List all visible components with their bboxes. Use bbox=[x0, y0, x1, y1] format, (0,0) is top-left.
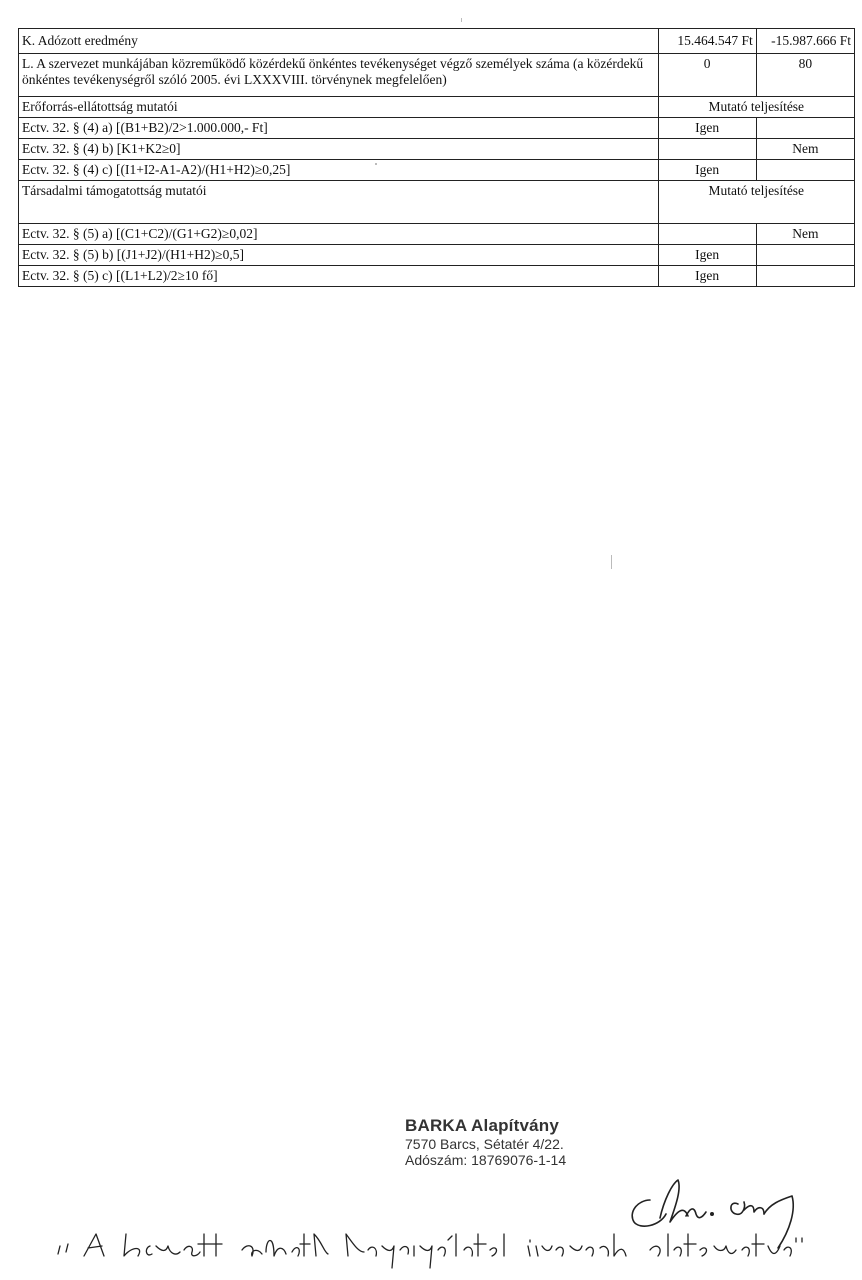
scan-speck bbox=[375, 163, 377, 165]
table-row-volunteers bbox=[19, 54, 855, 97]
table-row-social-section bbox=[19, 181, 855, 224]
value-prior-year: 15.464.547 Ft bbox=[658, 29, 756, 54]
value-no bbox=[756, 266, 854, 287]
row-label: Ectv. 32. § (4) b) [K1+K2≥0] bbox=[19, 139, 659, 160]
value-no: Nem bbox=[756, 139, 854, 160]
scan-speck bbox=[461, 18, 462, 22]
indicator-fulfilment-heading: Mutató teljesítése bbox=[658, 181, 854, 224]
stamp-organization-name: BARKA Alapítvány bbox=[405, 1116, 560, 1135]
table-row bbox=[19, 118, 855, 139]
value-yes: Igen bbox=[658, 266, 756, 287]
row-label: Ectv. 32. § (4) c) [(I1+I2-A1-A2)/(H1+H2)≥0,25] bbox=[19, 160, 659, 181]
handwritten-note bbox=[52, 1212, 812, 1277]
table-row bbox=[19, 266, 855, 287]
row-label: K. Adózott eredmény bbox=[19, 29, 659, 54]
value-yes: Igen bbox=[658, 245, 756, 266]
table-row-resource-section bbox=[19, 97, 855, 118]
stamp-address: 7570 Barcs, Sétatér 4/22. bbox=[405, 1136, 564, 1152]
value-no bbox=[756, 118, 854, 139]
organization-stamp bbox=[405, 1116, 605, 1168]
row-label: L. A szervezet munkájában közreműködő közérdekű önkéntes tevékenységet végző személyek száma (a közérdekű önkéntes tevékenységről szóló 2005. évi LXXXVIII. törvénynek megfelelően) bbox=[19, 54, 659, 97]
value-yes bbox=[658, 139, 756, 160]
value-no bbox=[756, 245, 854, 266]
table-row-taxed-result bbox=[19, 29, 855, 54]
row-label: Ectv. 32. § (4) a) [(B1+B2)/2>1.000.000,- Ft] bbox=[19, 118, 659, 139]
value-current-year: 80 bbox=[756, 54, 854, 97]
stamp-tax-number: Adószám: 18769076-1-14 bbox=[405, 1152, 567, 1168]
value-no bbox=[756, 160, 854, 181]
table-row bbox=[19, 139, 855, 160]
row-label: Ectv. 32. § (5) c) [(L1+L2)/2≥10 fő] bbox=[19, 266, 659, 287]
value-prior-year: 0 bbox=[658, 54, 756, 97]
row-label: Ectv. 32. § (5) a) [(C1+C2)/(G1+G2)≥0,02] bbox=[19, 224, 659, 245]
table-row bbox=[19, 245, 855, 266]
value-current-year: -15.987.666 Ft bbox=[756, 29, 854, 54]
table-row bbox=[19, 160, 855, 181]
value-yes: Igen bbox=[658, 160, 756, 181]
indicator-fulfilment-heading: Mutató teljesítése bbox=[658, 97, 854, 118]
scan-speck bbox=[611, 555, 612, 569]
row-label: Ectv. 32. § (5) b) [(J1+J2)/(H1+H2)≥0,5] bbox=[19, 245, 659, 266]
value-yes: Igen bbox=[658, 118, 756, 139]
value-yes bbox=[658, 224, 756, 245]
table-row bbox=[19, 224, 855, 245]
value-no: Nem bbox=[756, 224, 854, 245]
section-heading: Erőforrás-ellátottság mutatói bbox=[19, 97, 659, 118]
section-heading: Társadalmi támogatottság mutatói bbox=[19, 181, 659, 224]
public-benefit-indicators-table bbox=[18, 28, 855, 287]
